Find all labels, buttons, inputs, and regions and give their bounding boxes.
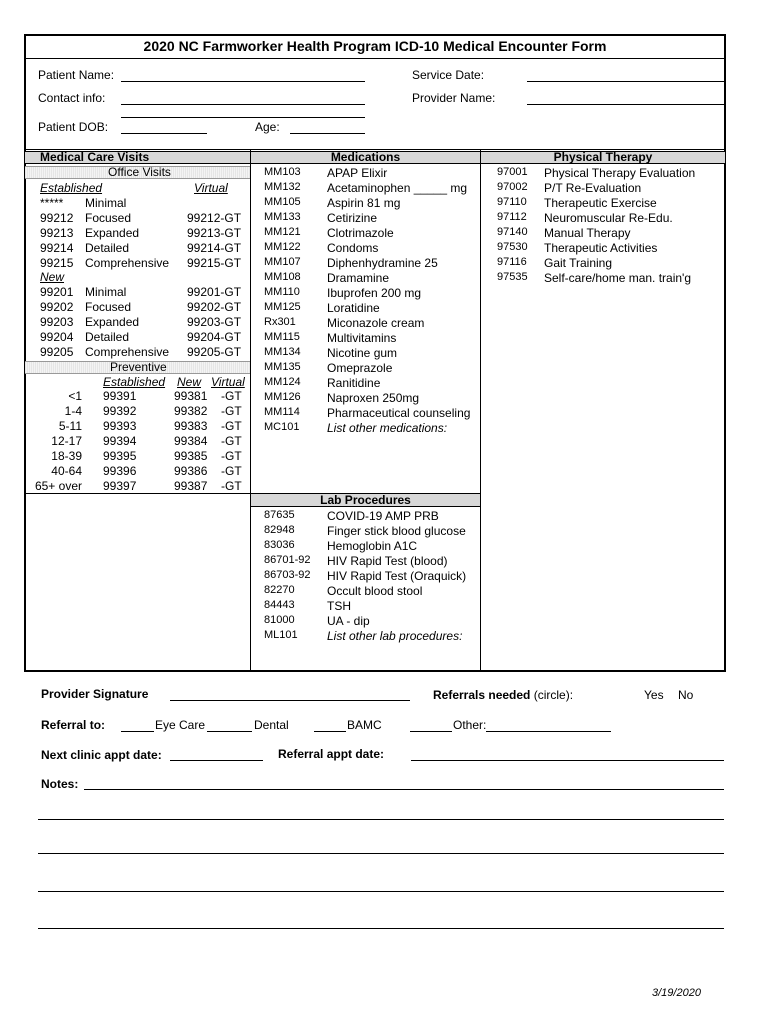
bamc-blank[interactable] bbox=[314, 731, 346, 732]
preventive-new-code: 99386 bbox=[174, 464, 208, 478]
prev-established-label: Established bbox=[103, 375, 166, 389]
preventive-established-code: 99396 bbox=[103, 464, 137, 478]
preventive-established-code: 99391 bbox=[103, 389, 137, 403]
referral-appt-field[interactable] bbox=[411, 760, 724, 761]
visit-code: 99204 bbox=[40, 330, 74, 344]
medication-code: MC101 bbox=[264, 421, 300, 433]
pt-code: 97140 bbox=[497, 226, 528, 238]
dental-blank[interactable] bbox=[207, 731, 252, 732]
visit-label: Comprehensive bbox=[85, 256, 170, 270]
lab-code: 86703-92 bbox=[264, 569, 311, 581]
medication-name: APAP Elixir bbox=[327, 166, 388, 180]
medication-code: MM105 bbox=[264, 196, 301, 208]
preventive-age: <1 bbox=[68, 389, 82, 403]
visit-code: 99202 bbox=[40, 300, 74, 314]
referral-to-label: Referral to: bbox=[41, 718, 106, 732]
medication-code: Rx301 bbox=[264, 316, 296, 328]
contact-info-field-2[interactable] bbox=[121, 117, 365, 118]
lab-code: 87635 bbox=[264, 509, 295, 521]
visit-virtual-code: 99205-GT bbox=[187, 345, 242, 359]
lab-heading: Lab Procedures bbox=[320, 493, 411, 507]
preventive-age: 40-64 bbox=[51, 464, 82, 478]
pt-name: Therapeutic Activities bbox=[544, 241, 658, 255]
preventive-age: 12-17 bbox=[51, 434, 82, 448]
notes-line-1[interactable] bbox=[84, 789, 724, 790]
medication-code: MM121 bbox=[264, 226, 301, 238]
circle-label: (circle): bbox=[533, 688, 574, 702]
lab-name: Occult blood stool bbox=[327, 584, 423, 598]
established-label: Established bbox=[40, 181, 103, 195]
provider-signature-field[interactable] bbox=[170, 700, 410, 701]
medication-code: MM107 bbox=[264, 256, 301, 268]
lab-code: 82270 bbox=[264, 584, 295, 596]
pt-code: 97530 bbox=[497, 241, 528, 253]
pt-code: 97001 bbox=[497, 166, 528, 178]
pt-code: 97535 bbox=[497, 271, 528, 283]
medication-name: Miconazole cream bbox=[327, 316, 425, 330]
medication-code: MM108 bbox=[264, 271, 301, 283]
preventive-age: 1-4 bbox=[64, 404, 82, 418]
patient-dob-field[interactable] bbox=[121, 133, 207, 134]
visit-code: 99215 bbox=[40, 256, 74, 270]
pt-name: Self-care/home man. train'g bbox=[544, 271, 692, 285]
preventive-established-code: 99393 bbox=[103, 419, 137, 433]
patient-name-label: Patient Name: bbox=[38, 68, 115, 82]
medication-name: Omeprazole bbox=[327, 361, 393, 375]
pt-code: 97116 bbox=[497, 256, 527, 268]
no-option[interactable]: No bbox=[678, 688, 694, 702]
visit-code: 99212 bbox=[40, 211, 74, 225]
medication-name: Naproxen 250mg bbox=[327, 391, 420, 405]
visit-virtual-code: 99203-GT bbox=[187, 315, 242, 329]
medical-care-heading: Medical Care Visits bbox=[40, 150, 150, 164]
yes-option[interactable]: Yes bbox=[644, 688, 664, 702]
visit-label: Minimal bbox=[85, 285, 127, 299]
preventive-virtual-code: -GT bbox=[221, 479, 242, 493]
medication-code: MM126 bbox=[264, 391, 301, 403]
medication-name: Multivitamins bbox=[327, 331, 397, 345]
notes-line-2[interactable] bbox=[38, 819, 724, 820]
prev-virtual-label: Virtual bbox=[211, 375, 245, 389]
medication-name: Aspirin 81 mg bbox=[327, 196, 401, 210]
medication-code: MM132 bbox=[264, 181, 301, 193]
preventive-new-code: 99382 bbox=[174, 404, 208, 418]
form-title: 2020 NC Farmworker Health Program ICD-10 Medical Encounter Form bbox=[143, 38, 607, 54]
contact-info-field[interactable] bbox=[121, 104, 365, 105]
other-field[interactable] bbox=[486, 731, 611, 732]
lab-name: Hemoglobin A1C bbox=[327, 539, 418, 553]
next-clinic-label: Next clinic appt date: bbox=[41, 748, 162, 762]
service-date-label: Service Date: bbox=[412, 68, 485, 82]
referrals-needed-label: Referrals needed bbox=[433, 688, 531, 702]
lab-name: UA - dip bbox=[327, 614, 370, 628]
pt-code: 97110 bbox=[497, 196, 527, 208]
visit-code: 99201 bbox=[40, 285, 74, 299]
visit-code: 99205 bbox=[40, 345, 74, 359]
visit-virtual-code: 99201-GT bbox=[187, 285, 242, 299]
lab-name: COVID-19 AMP PRB bbox=[327, 509, 439, 523]
age-field[interactable] bbox=[290, 133, 365, 134]
preventive-virtual-code: -GT bbox=[221, 434, 242, 448]
preventive-new-code: 99387 bbox=[174, 479, 208, 493]
preventive-virtual-code: -GT bbox=[221, 449, 242, 463]
preventive-new-code: 99384 bbox=[174, 434, 208, 448]
pt-name: Manual Therapy bbox=[544, 226, 631, 240]
medication-code: MM133 bbox=[264, 211, 301, 223]
visit-label: Focused bbox=[85, 211, 132, 225]
title-divider bbox=[24, 58, 726, 59]
lab-code: 84443 bbox=[264, 599, 295, 611]
patient-dob-label: Patient DOB: bbox=[38, 120, 109, 134]
col-divider-2 bbox=[480, 149, 481, 672]
medication-code: MM103 bbox=[264, 166, 301, 178]
visit-virtual-code: 99212-GT bbox=[187, 211, 242, 225]
preventive-virtual-code: -GT bbox=[221, 404, 242, 418]
new-label: New bbox=[40, 270, 65, 284]
visit-label: Detailed bbox=[85, 330, 130, 344]
prev-new-label: New bbox=[177, 375, 202, 389]
pt-code: 97002 bbox=[497, 181, 528, 193]
other-label: Other: bbox=[453, 718, 487, 732]
form-date: 3/19/2020 bbox=[652, 987, 701, 999]
medication-name: Acetaminophen _____ mg bbox=[327, 181, 468, 195]
bamc-label: BAMC bbox=[347, 718, 382, 732]
pt-name: Gait Training bbox=[544, 256, 613, 270]
medication-name: Dramamine bbox=[327, 271, 390, 285]
medication-name: Pharmaceutical counseling bbox=[327, 406, 471, 420]
lab-code: ML101 bbox=[264, 629, 298, 641]
lab-code: 82948 bbox=[264, 524, 295, 536]
preventive-age: 18-39 bbox=[51, 449, 82, 463]
provider-signature-label: Provider Signature bbox=[41, 687, 149, 701]
visit-virtual-code: 99204-GT bbox=[187, 330, 242, 344]
physical-therapy-heading: Physical Therapy bbox=[553, 150, 653, 164]
medication-code: MM135 bbox=[264, 361, 301, 373]
notes-line-5[interactable] bbox=[38, 928, 724, 929]
visit-virtual-code: 99202-GT bbox=[187, 300, 242, 314]
visit-code: 99203 bbox=[40, 315, 74, 329]
preventive-new-code: 99381 bbox=[174, 389, 208, 403]
visit-virtual-code: 99215-GT bbox=[187, 256, 242, 270]
medication-code: MM124 bbox=[264, 376, 301, 388]
preventive-new-code: 99383 bbox=[174, 419, 208, 433]
medication-code: MM115 bbox=[264, 331, 300, 343]
visit-label: Detailed bbox=[85, 241, 130, 255]
preventive-label: Preventive bbox=[110, 360, 167, 374]
medication-code: MM125 bbox=[264, 301, 301, 313]
lab-code: 81000 bbox=[264, 614, 295, 626]
preventive-virtual-code: -GT bbox=[221, 464, 242, 478]
service-date-field[interactable] bbox=[527, 81, 724, 82]
notes-label: Notes: bbox=[41, 777, 79, 791]
notes-line-4[interactable] bbox=[38, 891, 724, 892]
medication-code: MM134 bbox=[264, 346, 301, 358]
preventive-new-code: 99385 bbox=[174, 449, 208, 463]
preventive-bottom-line bbox=[25, 493, 250, 494]
lab-code: 83036 bbox=[264, 539, 295, 551]
visit-virtual-code: 99214-GT bbox=[187, 241, 242, 255]
preventive-virtual-code: -GT bbox=[221, 389, 242, 403]
lab-name: Finger stick blood glucose bbox=[327, 524, 466, 538]
visit-code: ***** bbox=[40, 196, 64, 210]
medication-name: Ibuprofen 200 mg bbox=[327, 286, 422, 300]
preventive-established-code: 99394 bbox=[103, 434, 137, 448]
medication-name: Diphenhydramine 25 bbox=[327, 256, 438, 270]
lab-name: TSH bbox=[327, 599, 351, 613]
lab-name: HIV Rapid Test (blood) bbox=[327, 554, 448, 568]
preventive-established-code: 99392 bbox=[103, 404, 137, 418]
medication-name: Clotrimazole bbox=[327, 226, 394, 240]
virtual-label: Virtual bbox=[194, 181, 228, 195]
preventive-age: 65+ over bbox=[34, 479, 82, 493]
notes-line-3[interactable] bbox=[38, 853, 724, 854]
medication-code: MM122 bbox=[264, 241, 301, 253]
dental-label: Dental bbox=[254, 718, 289, 732]
pt-code: 97112 bbox=[497, 211, 527, 223]
preventive-virtual-code: -GT bbox=[221, 419, 242, 433]
pt-name: Therapeutic Exercise bbox=[544, 196, 657, 210]
medication-name: Loratidine bbox=[327, 301, 380, 315]
visit-label: Comprehensive bbox=[85, 345, 170, 359]
preventive-established-code: 99397 bbox=[103, 479, 137, 493]
visit-label: Expanded bbox=[85, 226, 140, 240]
provider-name-field[interactable] bbox=[527, 104, 724, 105]
lab-name: HIV Rapid Test (Oraquick) bbox=[327, 569, 467, 583]
visit-code: 99213 bbox=[40, 226, 74, 240]
col-divider-1 bbox=[250, 149, 251, 672]
patient-name-field[interactable] bbox=[121, 81, 365, 82]
office-visits-label: Office Visits bbox=[108, 165, 171, 179]
medication-name: List other medications: bbox=[327, 421, 448, 435]
medications-heading: Medications bbox=[330, 150, 401, 164]
medication-code: MM110 bbox=[264, 286, 300, 298]
medication-name: Ranitidine bbox=[327, 376, 381, 390]
medication-name: Cetirizine bbox=[327, 211, 378, 225]
pt-name: P/T Re-Evaluation bbox=[544, 181, 642, 195]
visit-code: 99214 bbox=[40, 241, 74, 255]
next-clinic-field[interactable] bbox=[170, 760, 263, 761]
pt-name: Neuromuscular Re-Edu. bbox=[544, 211, 673, 225]
eye-care-label: Eye Care bbox=[155, 718, 206, 732]
referrals-needed-line bbox=[433, 688, 573, 702]
age-label: Age: bbox=[255, 120, 280, 134]
lab-code: 86701-92 bbox=[264, 554, 311, 566]
medication-code: MM114 bbox=[264, 406, 300, 418]
provider-name-label: Provider Name: bbox=[412, 91, 496, 105]
visit-label: Minimal bbox=[85, 196, 127, 210]
lab-name: List other lab procedures: bbox=[327, 629, 463, 643]
eye-care-blank[interactable] bbox=[121, 731, 154, 732]
contact-info-label: Contact info: bbox=[38, 91, 106, 105]
preventive-age: 5-11 bbox=[58, 419, 82, 433]
visit-label: Focused bbox=[85, 300, 132, 314]
referral-appt-label: Referral appt date: bbox=[278, 747, 385, 761]
preventive-established-code: 99395 bbox=[103, 449, 137, 463]
visit-virtual-code: 99213-GT bbox=[187, 226, 242, 240]
medication-name: Nicotine gum bbox=[327, 346, 398, 360]
pt-name: Physical Therapy Evaluation bbox=[544, 166, 696, 180]
medication-name: Condoms bbox=[327, 241, 379, 255]
visit-label: Expanded bbox=[85, 315, 140, 329]
other-blank[interactable] bbox=[410, 731, 452, 732]
